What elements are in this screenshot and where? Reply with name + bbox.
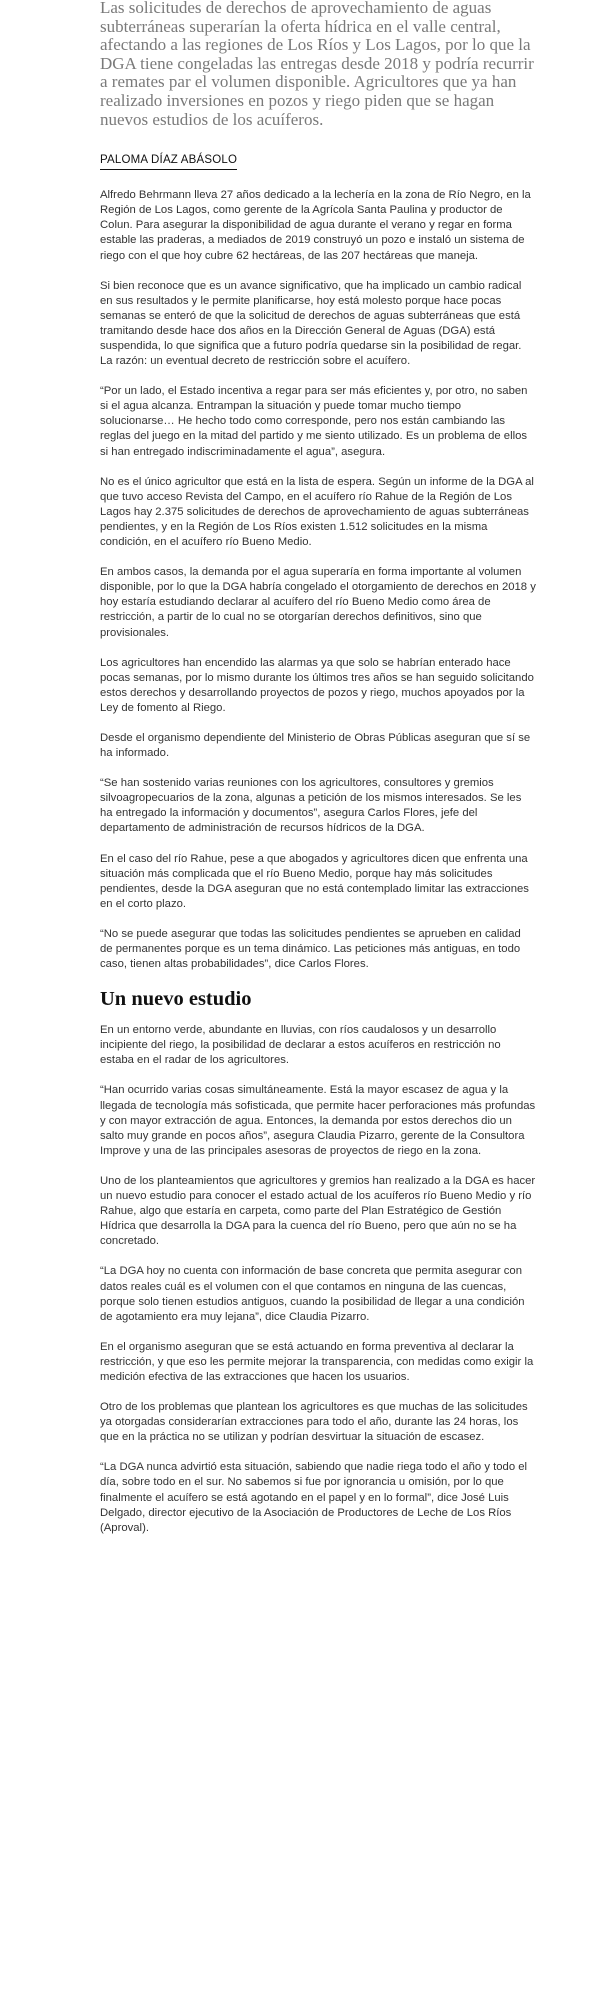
author-byline[interactable]: PALOMA DÍAZ ABÁSOLO bbox=[100, 154, 237, 170]
paragraph: No es el único agricultor que está en la lista de espera. Según un informe de la DGA al que tuvo acceso Revista del Campo, en el acuífero río Rahue de la Región de Los Lagos hay 2.375 solicitudes de derechos de aprovechamiento de aguas subterráneas pendientes, y en la Región de Los Ríos existen 1.512 solicitudes en la misma condición, en el acuífero río Bueno Medio. bbox=[100, 475, 534, 549]
paragraph: En ambos casos, la demanda por el agua superaría en forma importante al volumen disponible, por lo que la DGA habría congelado el otorgamiento de derechos en 2018 y hoy estaría estudiando declarar al acuífero del río Bueno Medio como área de restricción, a partir de lo cual no se otorgarían derechos definitivos, sino que provisionales. bbox=[100, 566, 536, 639]
paragraph: “La DGA hoy no cuenta con información de base concreta que permita asegurar con datos reales cuál es el volumen con el que contamos en ninguna de las cuencas, porque solo tienen estudios antiguos, cuando la posibilidad de llegar a una condición de agotamiento era muy lejana”, dice Claudia Pizarro. bbox=[100, 1265, 525, 1323]
paragraph: “La DGA nunca advirtió esta situación, sabiendo que nadie riega todo el año y todo el día, sobre todo en el sur. No sabemos si fue por ignorancia u omisión, por lo que finalmente el acuífero se está agotando en el papel y en lo formal”, dice José Luis Delgado, director ejecutivo de la Asociación de Productores de Leche de Los Ríos (Aproval). bbox=[100, 1461, 528, 1534]
paragraph: Uno de los planteamientos que agricultores y gremios han realizado a la DGA es hacer un nuevo estudio para conocer el estado actual de los acuíferos río Bueno Medio y río Rahue, algo que estaría en carpeta, como parte del Plan Estratégico de Gestión Hídrica que desarrolla la DGA para la cuenca del río Bueno, pero que aún no se ha concretado. bbox=[100, 1174, 536, 1248]
paragraph: “Por un lado, el Estado incentiva a regar para ser más eficientes y, por otro, no saben si el agua alcanza. Entrampan la situación y puede tomar mucho tiempo solucionarse… He hecho todo como corresponde, pero nos están cambiando las reglas del juego en la mitad del partido y me siento utilizado. Es un problema de ellos si han entregado indiscriminadamente el agua”, asegura. bbox=[100, 385, 528, 458]
paragraph: Alfredo Behrmann lleva 27 años dedicado a la lechería en la zona de Río Negro, en la Región de Los Lagos, como gerente de la Agrícola Santa Paulina y productor de Colun. Para asegurar la disponibilidad de agua durante el verano y regar en forma estable las praderas, a mediados de 2019 construyó un pozo e instaló un sistema de riego con el que hoy cubre 62 hectáreas, de las 207 hectáreas que maneja. bbox=[100, 189, 531, 262]
article-body bbox=[100, 188, 536, 1536]
article-lead: Las solicitudes de derechos de aprovechamiento de aguas subterráneas superarían la oferta hídrica en el valle central, afectando a las regiones de Los Ríos y Los Lagos, por lo que la DGA tiene congeladas las entregas desde 2018 y podría recurrir a remates par el volumen disponible. Agricultores que ya han realizado inversiones en pozos y riego piden que se hagan nuevos estudios de los acuíferos. bbox=[100, 0, 534, 129]
paragraph: “Se han sostenido varias reuniones con los agricultores, consultores y gremios silvoagropecuarios de la zona, algunas a petición de los mismos interesados. Se les ha entregado la información y documentos”, asegura Carlos Flores, jefe del departamento de administración de recursos hídricos de la DGA. bbox=[100, 777, 522, 835]
byline-container bbox=[100, 150, 536, 170]
paragraph: Si bien reconoce que es un avance significativo, que ha implicado un cambio radical en sus resultados y le permite planificarse, hoy está molesto porque hace pocas semanas se enteró de que la solicitud de derechos de aguas subterráneas que está tramitando desde hace dos años en la Dirección General de Aguas (DGA) está suspendida, lo que significa que a futuro podría quedarse sin la posibilidad de regar. La razón: un eventual decreto de restricción sobre el acuífero. bbox=[100, 279, 522, 368]
paragraph: En el caso del río Rahue, pese a que abogados y agricultores dicen que enfrenta una situación más complicada que el río Bueno Medio, porque hay más solicitudes pendientes, desde la DGA aseguran que no está contemplado limitar las extracciones en el corto plazo. bbox=[100, 852, 529, 910]
paragraph: En el organismo aseguran que se está actuando en forma preventiva al declarar la restricción, y que eso les permite mejorar la transparencia, con medidas como exigir la medición efectiva de las extracciones que hacen los usuarios. bbox=[100, 1340, 534, 1383]
paragraph: Los agricultores han encendido las alarmas ya que solo se habrían enterado hace pocas semanas, por lo mismo durante los últimos tres años se han seguido solicitando estos derechos y desarrollando proyectos de pozos y riego, muchos apoyados por la Ley de fomento al Riego. bbox=[100, 656, 534, 714]
paragraph: En un entorno verde, abundante en lluvias, con ríos caudalosos y un desarrollo incipiente del riego, la posibilidad de declarar a estos acuíferos en restricción no estaba en el radar de los agricultores. bbox=[100, 1024, 501, 1067]
paragraph: Desde el organismo dependiente del Ministerio de Obras Públicas aseguran que sí se ha informado. bbox=[100, 731, 531, 760]
section-heading: Un nuevo estudio bbox=[100, 988, 252, 1011]
article bbox=[100, 0, 536, 1551]
paragraph: “Han ocurrido varias cosas simultáneamente. Está la mayor escasez de agua y la llegada de tecnología más sofisticada, que permite hacer perforaciones más profundas y con mayor extracción de agua. Entonces, la demanda por estos derechos dio un salto muy grande en pocos años”, asegura Claudia Pizarro, gerente de la Consultora Improve y una de las principales asesoras de proyectos de riego en la zona. bbox=[100, 1084, 536, 1157]
paragraph: “No se puede asegurar que todas las solicitudes pendientes se aprueben en calidad de permanentes porque es un tema dinámico. Las peticiones más antiguas, en todo caso, tienen altas probabilidades”, dice Carlos Flores. bbox=[100, 927, 521, 971]
paragraph: Otro de los problemas que plantean los agricultores es que muchas de las solicitudes ya otorgadas considerarían extracciones para todo el año, durante las 24 horas, los que en la práctica no se utilizan y podrían desvirtuar la situación de escasez. bbox=[100, 1401, 528, 1444]
